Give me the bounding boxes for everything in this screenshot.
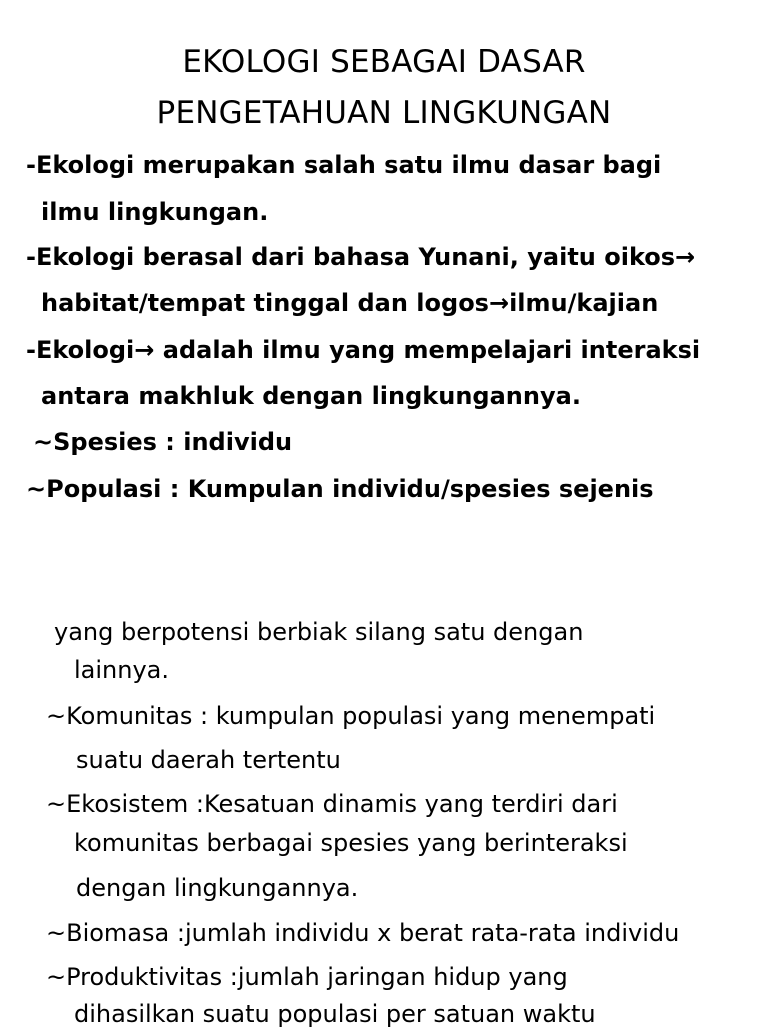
body-line: dihasilkan suatu populasi per satuan waktu — [74, 1000, 596, 1028]
body-line: -Ekologi→ adalah ilmu yang mempelajari interaksi — [26, 336, 701, 364]
body-line: antara makhluk dengan lingkungannya. — [41, 382, 581, 410]
body-line: ~Ekosistem :Kesatuan dinamis yang terdiri dari — [46, 790, 618, 818]
body-line: dengan lingkungannya. — [76, 874, 359, 902]
body-line: ~Populasi : Kumpulan individu/spesies sejenis — [26, 475, 654, 503]
body-line: ilmu lingkungan. — [41, 198, 269, 226]
body-line: ~Spesies : individu — [33, 428, 293, 456]
body-line: ~Biomasa :jumlah individu x berat rata-rata individu — [46, 919, 680, 947]
body-line: habitat/tempat tinggal dan logos→ilmu/kajian — [41, 289, 659, 317]
slide-bottom — [0, 600, 768, 1028]
body-line: ~Komunitas : kumpulan populasi yang menempati — [46, 702, 656, 730]
slide-title-line-1: EKOLOGI SEBAGAI DASAR — [182, 44, 586, 80]
body-line: lainnya. — [74, 656, 170, 684]
body-line: yang berpotensi berbiak silang satu dengan — [54, 618, 584, 646]
body-line: ~Produktivitas :jumlah jaringan hidup yang — [46, 963, 568, 991]
body-line: komunitas berbagai spesies yang berinteraksi — [74, 829, 628, 857]
body-line: suatu daerah tertentu — [76, 746, 341, 774]
slide-title-line-2: PENGETAHUAN LINGKUNGAN — [156, 95, 612, 131]
body-line: -Ekologi berasal dari bahasa Yunani, yaitu oikos→ — [26, 243, 696, 271]
body-line: -Ekologi merupakan salah satu ilmu dasar bagi — [26, 151, 662, 179]
